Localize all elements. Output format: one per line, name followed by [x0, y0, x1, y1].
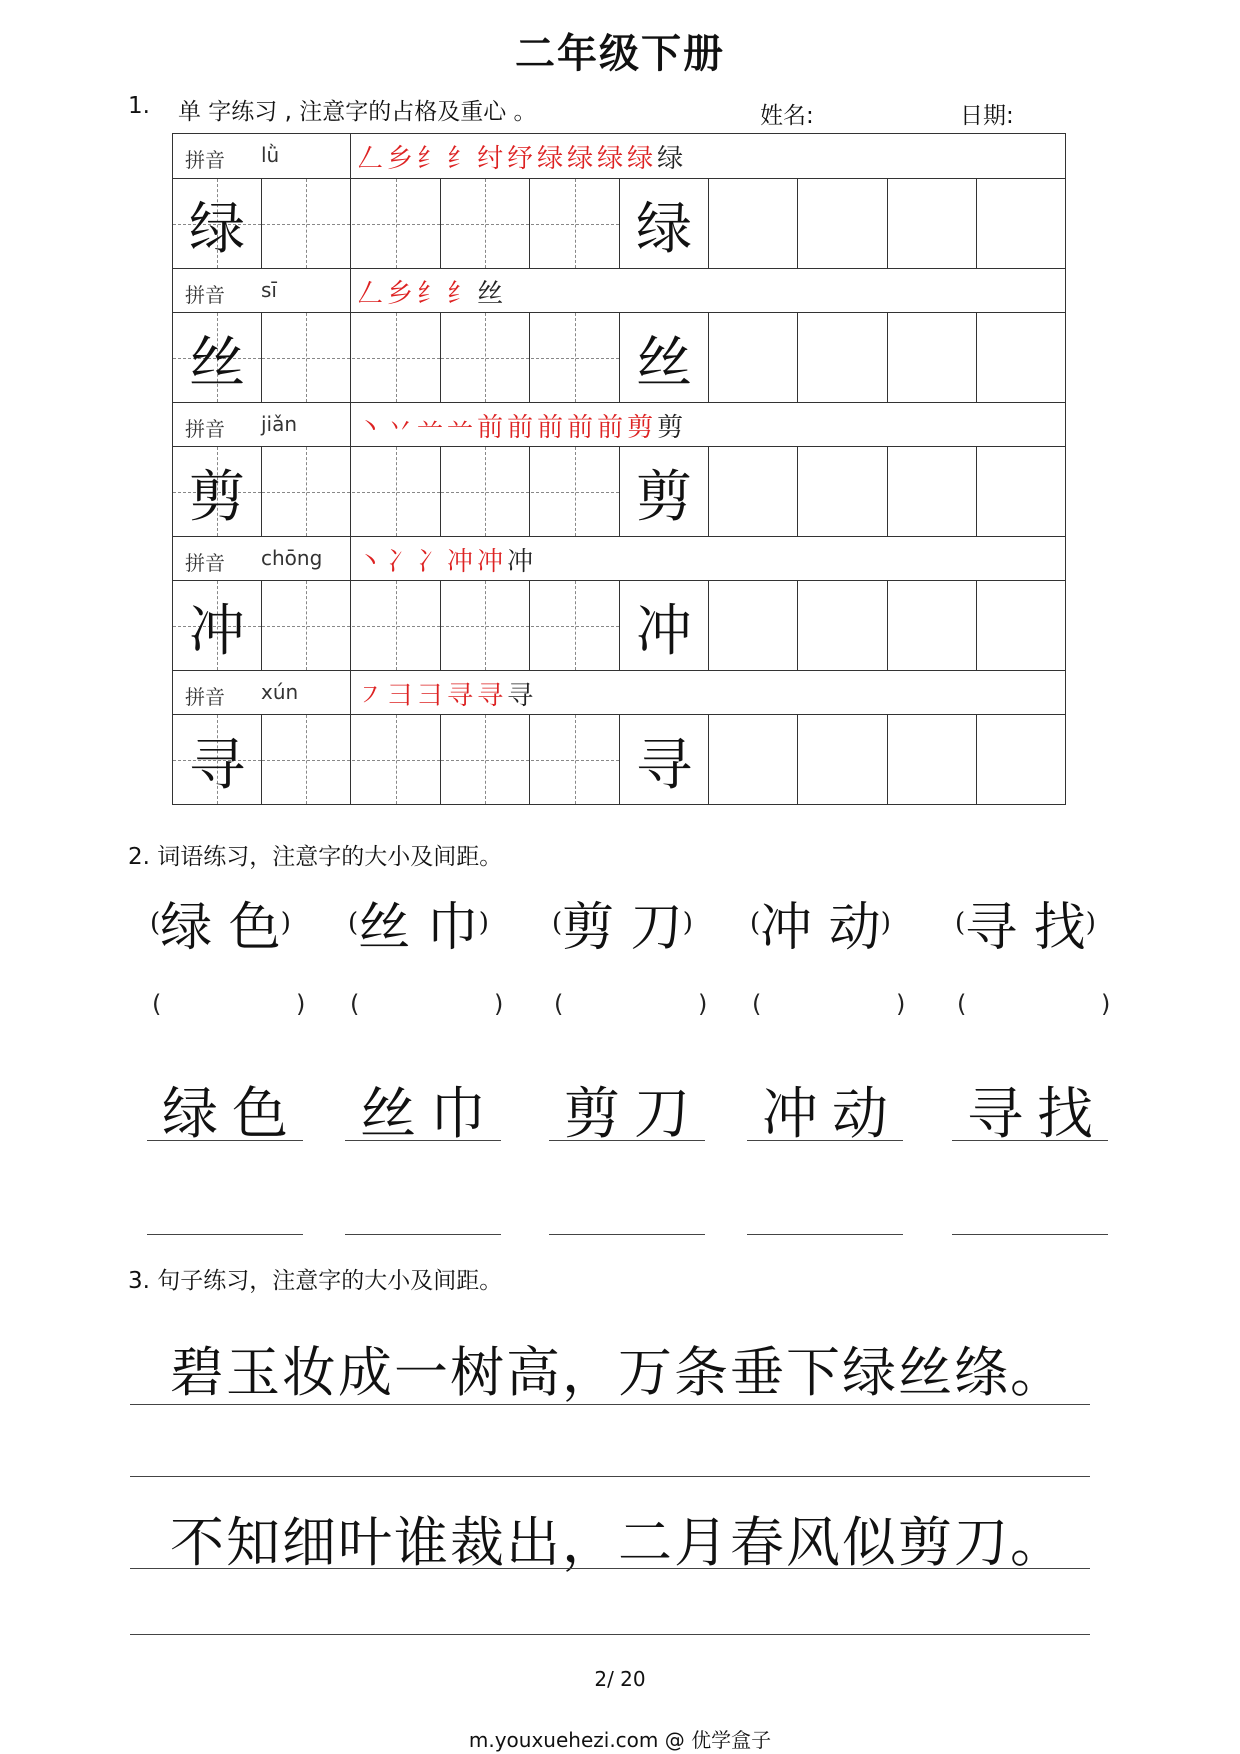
practice-cell[interactable]	[262, 581, 351, 670]
pinyin-value: sī	[261, 278, 277, 302]
model-cell	[173, 179, 262, 268]
paren-open: (	[150, 908, 161, 938]
stroke-step: 冲	[507, 547, 538, 577]
stroke-step: 纟	[417, 144, 448, 174]
model-cell	[620, 447, 709, 536]
practice-cell[interactable]	[352, 313, 441, 402]
writing-line[interactable]	[747, 1234, 903, 1235]
stroke-order	[357, 273, 507, 310]
stroke-step: 绿	[597, 144, 628, 174]
practice-cell[interactable]	[262, 715, 351, 804]
practice-cell[interactable]	[352, 581, 441, 670]
pinyin-blank-open: (	[752, 990, 762, 1018]
practice-cell[interactable]	[531, 447, 620, 536]
stroke-step: 𠃋	[357, 279, 388, 309]
model-character: 冲	[189, 599, 245, 664]
practice-cell[interactable]	[888, 581, 977, 670]
sentence-2: 不知细叶谁裁出，二月春风似剪刀。	[170, 1511, 1066, 1574]
stroke-step: 纟	[417, 279, 448, 309]
pinyin-blank-open: (	[554, 990, 564, 1018]
stroke-step: 寻	[507, 681, 538, 711]
model-cell	[173, 581, 262, 670]
practice-cell[interactable]	[441, 447, 530, 536]
section3-instruction: 3. 句子练习，注意字的大小及间距。	[128, 1268, 503, 1294]
word-with-parens	[955, 885, 1096, 960]
word-with-parens	[348, 885, 489, 960]
paren-close: )	[280, 908, 291, 938]
pinyin-row	[173, 402, 1065, 447]
pinyin-row	[173, 536, 1065, 581]
practice-cell[interactable]	[888, 179, 977, 268]
character-row	[173, 179, 1065, 268]
pinyin-row	[173, 670, 1065, 715]
stroke-step: 纣	[477, 144, 508, 174]
stroke-step: 丶	[357, 547, 388, 577]
practice-cell[interactable]	[709, 447, 798, 536]
pinyin-row	[173, 268, 1065, 313]
word-text: 丝 巾	[358, 898, 479, 958]
pinyin-label: 拼音	[185, 551, 225, 575]
stroke-step: 冫	[417, 547, 448, 577]
stroke-step: 前	[537, 413, 568, 443]
footer-site: m.youxuehezi.com @ 优学盒子	[468, 1728, 772, 1752]
model-character: 丝	[636, 331, 692, 396]
word-text: 绿 色	[160, 898, 281, 958]
practice-cell[interactable]	[799, 179, 888, 268]
pinyin-row	[173, 134, 1065, 179]
model-cell	[620, 715, 709, 804]
page-title: 二年级下册	[515, 31, 725, 77]
divider	[350, 403, 351, 446]
character-row	[173, 313, 1065, 402]
writing-line[interactable]	[147, 1234, 303, 1235]
practice-cell[interactable]	[441, 715, 530, 804]
word-model: 冲动	[762, 1082, 902, 1147]
stroke-step: 剪	[627, 413, 658, 443]
model-character: 剪	[636, 465, 692, 530]
writing-line[interactable]	[345, 1140, 501, 1141]
practice-cell[interactable]	[978, 313, 1067, 402]
pinyin-blank-close: )	[296, 990, 306, 1018]
pinyin-blank-close: )	[896, 990, 906, 1018]
section1-number: 1.	[128, 93, 150, 119]
writing-line	[130, 1568, 1090, 1569]
divider	[350, 537, 351, 580]
word-model: 丝巾	[360, 1082, 500, 1147]
practice-cell[interactable]	[531, 179, 620, 268]
model-character: 剪	[189, 465, 245, 530]
section2-instruction: 2. 词语练习，注意字的大小及间距。	[128, 844, 503, 870]
practice-cell[interactable]	[799, 715, 888, 804]
practice-cell[interactable]	[888, 313, 977, 402]
writing-line	[130, 1634, 1090, 1635]
stroke-step: 丶	[357, 413, 388, 443]
pinyin-label: 拼音	[185, 685, 225, 709]
practice-cell[interactable]	[352, 447, 441, 536]
practice-cell[interactable]	[799, 447, 888, 536]
practice-cell[interactable]	[441, 179, 530, 268]
stroke-step: 彐	[417, 681, 448, 711]
stroke-step: 前	[507, 413, 538, 443]
practice-cell[interactable]	[262, 179, 351, 268]
name-label: 姓名:	[760, 103, 814, 129]
stroke-step: 冲	[447, 547, 478, 577]
model-character: 丝	[189, 331, 245, 396]
stroke-step: 纟	[447, 144, 478, 174]
stroke-step: 冲	[477, 547, 508, 577]
practice-cell[interactable]	[709, 313, 798, 402]
stroke-step: 䒑	[447, 413, 478, 443]
practice-cell[interactable]	[709, 581, 798, 670]
practice-cell[interactable]	[978, 447, 1067, 536]
model-cell	[620, 581, 709, 670]
stroke-step: 前	[567, 413, 598, 443]
pinyin-value: lǜ	[261, 143, 280, 167]
pinyin-label: 拼音	[185, 417, 225, 441]
stroke-step: 纟	[447, 279, 478, 309]
practice-cell[interactable]	[978, 715, 1067, 804]
stroke-step: 绿	[567, 144, 598, 174]
stroke-step: 𠃋	[357, 144, 388, 174]
stroke-step: 剪	[657, 413, 688, 443]
stroke-order	[357, 138, 687, 175]
model-character: 绿	[636, 197, 692, 262]
word-text: 寻 找	[965, 898, 1086, 958]
page-number: 2/ 20	[594, 1667, 646, 1691]
writing-line[interactable]	[952, 1140, 1108, 1141]
pinyin-blank-open: (	[350, 990, 360, 1018]
model-character: 冲	[636, 599, 692, 664]
practice-cell[interactable]	[441, 581, 530, 670]
pinyin-label: 拼音	[185, 283, 225, 307]
word-text: 剪 刀	[562, 898, 683, 958]
character-row	[173, 715, 1065, 804]
stroke-step: 寻	[447, 681, 478, 711]
model-cell	[173, 447, 262, 536]
pinyin-value: xún	[261, 680, 299, 704]
stroke-step: 冫	[387, 547, 418, 577]
practice-cell[interactable]	[352, 179, 441, 268]
date-label: 日期:	[960, 103, 1014, 129]
model-cell	[173, 715, 262, 804]
pinyin-value: chōng	[261, 546, 323, 570]
divider	[350, 269, 351, 312]
writing-line[interactable]	[345, 1234, 501, 1235]
paren-close: )	[682, 908, 693, 938]
stroke-step: 䒑	[417, 413, 448, 443]
writing-line[interactable]	[549, 1234, 705, 1235]
stroke-order	[357, 675, 537, 712]
model-cell	[173, 313, 262, 402]
stroke-step: 纾	[507, 144, 538, 174]
stroke-step: 乡	[387, 279, 418, 309]
pinyin-label: 拼音	[185, 148, 225, 172]
sentence-1: 碧玉妆成一树高，万条垂下绿丝绦。	[170, 1341, 1066, 1404]
stroke-step: 前	[477, 413, 508, 443]
stroke-step: ㇇	[357, 681, 388, 711]
paren-open: (	[955, 908, 966, 938]
practice-cell[interactable]	[888, 715, 977, 804]
stroke-step: 丷	[387, 413, 418, 443]
paren-close: )	[1085, 908, 1096, 938]
character-row	[173, 447, 1065, 536]
stroke-step: 绿	[657, 144, 688, 174]
practice-cell[interactable]	[799, 581, 888, 670]
stroke-step: 彐	[387, 681, 418, 711]
practice-cell[interactable]	[352, 715, 441, 804]
pinyin-blank-open: (	[152, 990, 162, 1018]
practice-cell[interactable]	[799, 313, 888, 402]
word-model: 绿色	[162, 1082, 302, 1147]
stroke-step: 乡	[387, 144, 418, 174]
practice-cell[interactable]	[531, 313, 620, 402]
word-model: 剪刀	[564, 1082, 704, 1147]
pinyin-blank-close: )	[1101, 990, 1111, 1018]
paren-close: )	[478, 908, 489, 938]
model-cell	[620, 313, 709, 402]
writing-line	[130, 1476, 1090, 1477]
model-character: 寻	[636, 733, 692, 798]
practice-cell[interactable]	[262, 313, 351, 402]
stroke-step: 绿	[537, 144, 568, 174]
word-with-parens	[150, 885, 291, 960]
model-cell	[620, 179, 709, 268]
stroke-order	[357, 541, 537, 578]
paren-open: (	[348, 908, 359, 938]
stroke-step: 丝	[477, 279, 508, 309]
model-character: 寻	[189, 733, 245, 798]
practice-grid	[172, 133, 1066, 805]
writing-line[interactable]	[147, 1140, 303, 1141]
paren-close: )	[880, 908, 891, 938]
practice-cell[interactable]	[262, 447, 351, 536]
model-character: 绿	[189, 197, 245, 262]
character-row	[173, 581, 1065, 670]
stroke-step: 寻	[477, 681, 508, 711]
practice-cell[interactable]	[888, 447, 977, 536]
paren-open: (	[750, 908, 761, 938]
stroke-step: 前	[597, 413, 628, 443]
writing-line[interactable]	[549, 1140, 705, 1141]
pinyin-value: jiǎn	[261, 412, 298, 436]
practice-cell[interactable]	[978, 581, 1067, 670]
pinyin-blank-close: )	[698, 990, 708, 1018]
writing-line	[130, 1404, 1090, 1405]
paren-open: (	[552, 908, 563, 938]
writing-line[interactable]	[952, 1234, 1108, 1235]
practice-cell[interactable]	[978, 179, 1067, 268]
pinyin-blank-close: )	[494, 990, 504, 1018]
pinyin-blank-open: (	[957, 990, 967, 1018]
word-text: 冲 动	[760, 898, 881, 958]
word-with-parens	[552, 885, 693, 960]
practice-cell[interactable]	[709, 715, 798, 804]
divider	[350, 134, 351, 178]
word-with-parens	[750, 885, 891, 960]
practice-cell[interactable]	[441, 313, 530, 402]
stroke-step: 绿	[627, 144, 658, 174]
section1-instruction: 单 字练习 , 注意字的占格及重心 。	[178, 99, 537, 125]
stroke-order	[357, 407, 687, 444]
word-model: 寻找	[967, 1082, 1107, 1147]
practice-cell[interactable]	[531, 581, 620, 670]
divider	[350, 671, 351, 714]
practice-cell[interactable]	[709, 179, 798, 268]
practice-cell[interactable]	[531, 715, 620, 804]
writing-line[interactable]	[747, 1140, 903, 1141]
